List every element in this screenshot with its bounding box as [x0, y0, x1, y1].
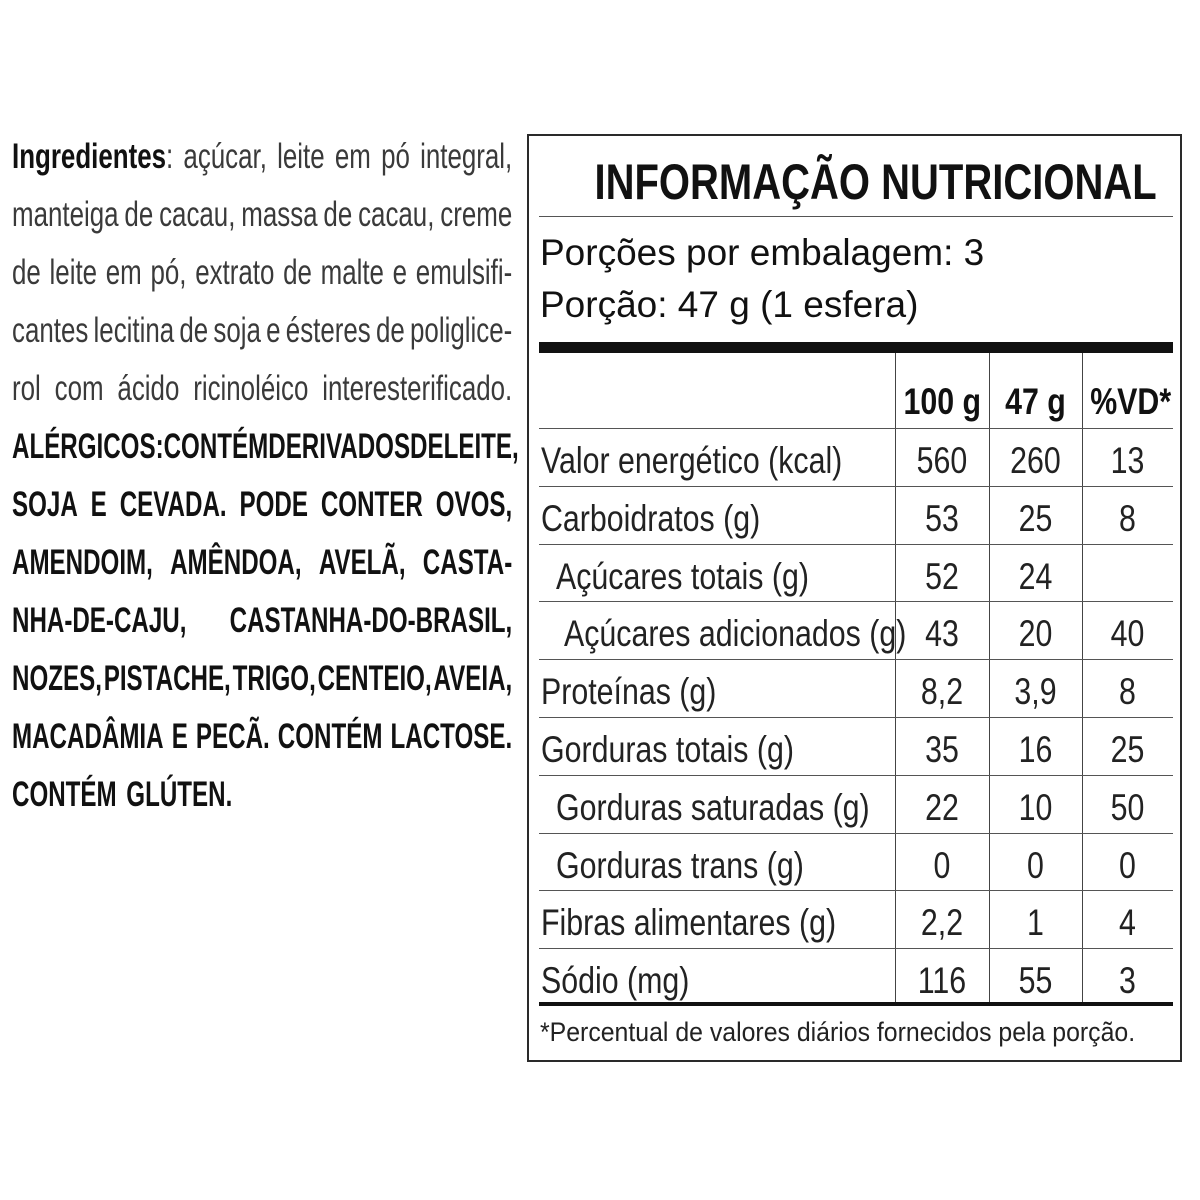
ingredients-word: e	[392, 253, 408, 292]
allergens-word: CONTÉM	[277, 717, 383, 756]
nutrient-label: Fibras alimentares (g)	[541, 902, 837, 944]
ingredients-word: massa	[241, 195, 318, 234]
nutrient-value-vd: 8	[1119, 671, 1136, 713]
nutrient-value-vd: 4	[1119, 902, 1136, 944]
nutrient-value-vd	[1090, 548, 1165, 606]
allergens-word: NHA-DE-CAJU,	[12, 601, 187, 640]
ingredients-word: soja	[213, 311, 261, 350]
ingredients-word: :	[166, 137, 174, 176]
allergens-text	[12, 418, 519, 824]
ingredients-word: de	[323, 195, 353, 234]
ingredients-word: creme	[440, 195, 513, 234]
ingredients-word: pó,	[150, 253, 187, 292]
ingredients-line	[12, 244, 512, 302]
allergens-word: AMÊNDOA,	[170, 543, 302, 582]
ingredients-word: integral,	[420, 137, 513, 176]
allergens-word: AVELÃ,	[318, 543, 406, 582]
column-divider	[989, 353, 990, 1003]
nutrient-value-vd: 13	[1110, 440, 1145, 481]
nutrient-value-v100: 35	[925, 729, 959, 770]
ingredients-line	[12, 128, 512, 186]
nutrient-value-v100: 53	[925, 497, 959, 539]
ingredients-word: em	[105, 253, 142, 292]
ingredients-word: ácido	[117, 369, 180, 408]
allergens-word: NOZES,	[12, 659, 102, 698]
ingredients-word: extrato	[195, 253, 275, 292]
allergens-word: ALÉRGICOS:	[12, 427, 164, 466]
allergens-word: CEVADA.	[119, 485, 227, 524]
ingredients-word: malte	[320, 253, 384, 292]
allergens-word: CASTA-	[422, 543, 513, 582]
nutrient-value-vd: 25	[1110, 729, 1145, 770]
row-divider	[539, 775, 1173, 776]
row-divider	[539, 659, 1173, 660]
ingredients-word: de	[283, 253, 312, 292]
column-divider	[1082, 353, 1083, 1003]
column-header-vd: %VD*	[1090, 381, 1172, 422]
nutrient-label: Proteínas (g)	[541, 671, 717, 713]
nutrition-facts-panel	[527, 134, 1182, 1062]
allergens-word: LEITE,	[443, 427, 519, 466]
serving-size: Porção: 47 g (1 esfera)	[540, 284, 919, 325]
allergens-word: CONTÉM	[12, 775, 117, 814]
nutrient-value-vd: 40	[1110, 613, 1145, 655]
ingredients-word: leite	[277, 137, 325, 176]
allergens-line	[12, 592, 512, 650]
ingredients-word: açúcar,	[183, 137, 267, 176]
nutrient-value-vd: 0	[1119, 844, 1136, 886]
nutrient-label: Açúcares totais (g)	[556, 555, 809, 597]
ingredients-word: interesterificado.	[322, 369, 513, 408]
nutrient-value-v47: 1	[1027, 902, 1044, 944]
ingredients-word: emulsifi-	[415, 253, 513, 292]
allergens-line	[12, 708, 512, 766]
allergens-line	[12, 418, 519, 476]
allergens-line	[12, 650, 512, 708]
ingredients-line	[12, 302, 512, 360]
daily-value-footnote: *Percentual de valores diários fornecidos pela porção.	[540, 1017, 1136, 1047]
allergens-word: CASTANHA-DO-BRASIL,	[229, 601, 513, 640]
nutrition-title: INFORMAÇÃO NUTRICIONAL	[594, 154, 1157, 210]
allergens-word: DE	[410, 427, 444, 466]
row-divider	[539, 601, 1173, 602]
nutrient-value-v100: 52	[925, 555, 959, 597]
ingredients-word: lecitina	[93, 311, 175, 350]
ingredients-word: de	[375, 311, 405, 350]
ingredients-word: cantes	[12, 311, 89, 350]
nutrient-value-v47: 10	[1018, 786, 1053, 828]
ingredients-word: de	[179, 311, 209, 350]
row-divider	[539, 717, 1173, 718]
column-header-100g: 100 g	[903, 381, 982, 422]
nutrition-table	[539, 353, 1173, 1003]
nutrient-value-v47: 25	[1018, 497, 1053, 539]
nutrient-value-v47: 16	[1018, 729, 1053, 770]
nutrient-label: Valor energético (kcal)	[541, 440, 843, 481]
ingredients-word: poliglice-	[410, 311, 513, 350]
ingredients-word: com	[54, 369, 104, 408]
allergens-word: AMENDOIM,	[12, 543, 153, 582]
ingredients-line	[12, 360, 512, 418]
nutrient-label: Açúcares adicionados (g)	[564, 613, 907, 655]
allergens-word: PISTACHE,	[103, 659, 231, 698]
ingredients-word: de	[12, 253, 41, 292]
ingredients-word: e	[266, 311, 281, 350]
nutrient-value-v100: 2,2	[920, 902, 964, 944]
nutrient-value-v100: 560	[916, 440, 968, 481]
allergens-word: GLÚTEN.	[126, 775, 233, 814]
nutrient-value-v47: 20	[1018, 613, 1053, 655]
row-divider	[539, 428, 1173, 429]
nutrient-value-v47: 3,9	[1014, 671, 1057, 713]
nutrient-label: Gorduras trans (g)	[556, 844, 804, 886]
allergens-line	[12, 476, 512, 534]
allergens-word: E	[90, 485, 107, 524]
nutrient-value-v47: 260	[1010, 440, 1061, 481]
allergens-word: TRIGO,	[232, 659, 316, 698]
row-divider	[539, 486, 1173, 487]
nutrient-value-v47: 55	[1018, 960, 1053, 1002]
nutrient-label: Gorduras totais (g)	[541, 729, 794, 770]
ingredients-word: ésteres	[285, 311, 371, 350]
allergens-word: CONTÉM	[163, 427, 269, 466]
ingredients-word: leite	[49, 253, 98, 292]
nutrient-value-v47: 0	[1027, 844, 1044, 886]
nutrient-value-v47: 24	[1018, 555, 1053, 597]
ingredients-heading: Ingredientes	[12, 137, 167, 176]
servings-per-package: Porções por embalagem: 3	[540, 232, 985, 273]
nutrient-label: Gorduras saturadas (g)	[556, 786, 870, 828]
ingredients-block	[12, 128, 519, 824]
allergens-word: CONTER	[320, 485, 423, 524]
ingredients-word: de	[124, 195, 154, 234]
allergens-word: E	[171, 717, 188, 756]
row-divider	[539, 890, 1173, 891]
ingredients-line	[12, 186, 512, 244]
nutrient-label: Sódio (mg)	[541, 960, 690, 1002]
row-divider	[539, 948, 1173, 949]
ingredients-heading-group	[12, 128, 173, 186]
ingredients-word: rol	[12, 369, 41, 408]
allergens-word: SOJA	[12, 485, 78, 524]
column-divider	[895, 353, 896, 1003]
nutrient-value-v100: 8,2	[920, 671, 964, 713]
allergens-word: PODE	[239, 485, 308, 524]
allergens-word: PECÃ.	[195, 717, 270, 756]
allergens-word: LACTOSE.	[390, 717, 513, 756]
nutrient-value-v100: 43	[925, 613, 959, 655]
nutrient-value-vd: 50	[1110, 786, 1145, 828]
allergens-word: OVOS,	[435, 485, 513, 524]
ingredients-word: ricinoléico	[193, 369, 309, 408]
ingredients-word: em	[334, 137, 371, 176]
thick-divider	[539, 342, 1173, 353]
allergens-word: CENTEIO,	[317, 659, 432, 698]
ingredients-text	[12, 128, 512, 418]
allergens-word: AVEIA,	[433, 659, 513, 698]
ingredients-word: pó	[381, 137, 410, 176]
nutrient-value-v100: 116	[917, 960, 967, 1002]
column-header-47g: 47 g	[1005, 381, 1066, 422]
row-divider	[539, 544, 1173, 545]
ingredients-word: cacau,	[159, 195, 236, 234]
nutrient-value-vd: 8	[1119, 497, 1136, 539]
title-divider	[539, 216, 1173, 217]
nutrient-value-v100: 22	[925, 786, 959, 828]
allergens-line	[12, 534, 512, 592]
allergens-line	[12, 766, 512, 824]
ingredients-word: manteiga	[12, 195, 119, 234]
nutrient-value-v100: 0	[933, 844, 951, 886]
ingredients-word: cacau,	[358, 195, 435, 234]
bottom-divider	[539, 1002, 1173, 1006]
allergens-word: DERIVADOS	[268, 427, 411, 466]
allergens-word: MACADÂMIA	[12, 717, 164, 756]
nutrient-value-vd: 3	[1119, 960, 1136, 1002]
row-divider	[539, 833, 1173, 834]
nutrient-label: Carboidratos (g)	[541, 497, 761, 539]
